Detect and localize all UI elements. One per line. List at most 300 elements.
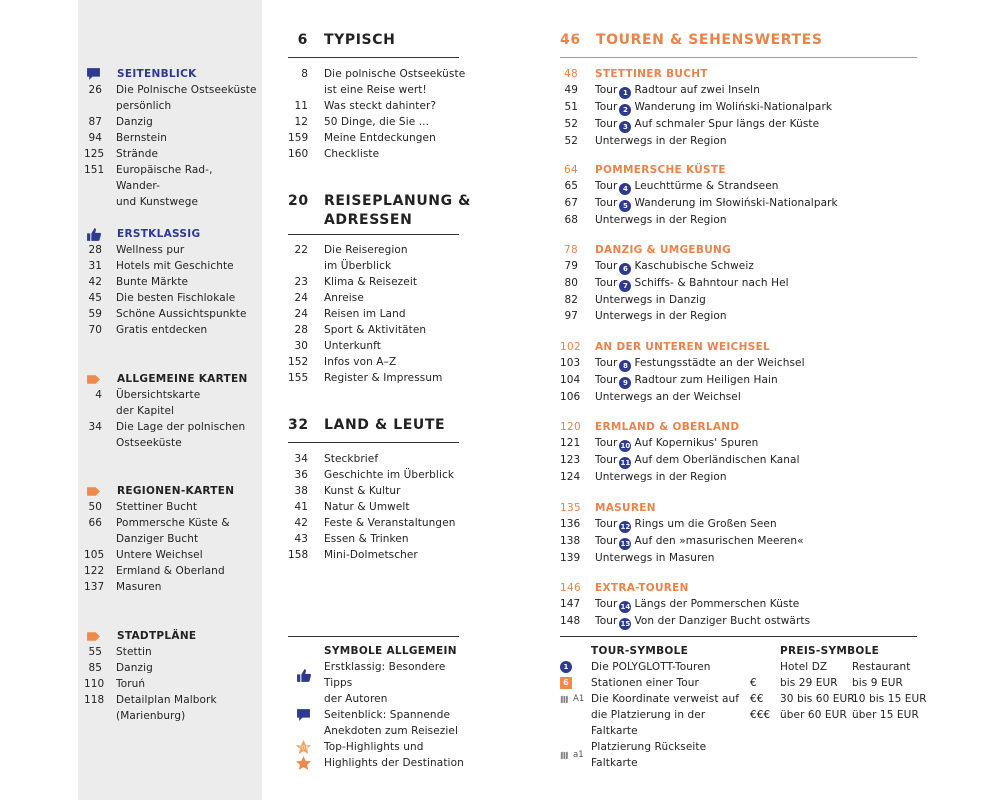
hotel-price: 30 bis 60 EUR xyxy=(780,693,855,705)
page-number: 85 xyxy=(88,662,102,674)
entry-label: Unterkunft xyxy=(324,340,381,352)
toc-entry[interactable] xyxy=(288,370,468,386)
toc-entry[interactable] xyxy=(84,531,259,547)
price-row xyxy=(750,707,920,723)
tour-symbol-line xyxy=(560,675,750,691)
region-section xyxy=(560,419,920,485)
page-number: 43 xyxy=(294,533,308,545)
region-page-number: 146 xyxy=(560,582,581,594)
toc-entry[interactable] xyxy=(560,133,920,149)
page-number: 136 xyxy=(560,518,581,530)
page-number: 52 xyxy=(564,135,578,147)
star-icon xyxy=(296,756,311,771)
chapter-title-line: ADRESSEN xyxy=(324,212,413,228)
toc-entry[interactable] xyxy=(560,116,920,133)
entry-label: Untere Weichsel xyxy=(116,549,203,561)
toc-entry[interactable] xyxy=(560,178,920,195)
legend-rule xyxy=(560,636,917,637)
entry-label xyxy=(595,258,754,275)
toc-entry[interactable] xyxy=(84,435,259,451)
entry-label: Steckbrief xyxy=(324,453,379,465)
region-header[interactable] xyxy=(560,242,920,258)
toc-entry[interactable] xyxy=(288,322,468,338)
tour-title: Kaschubische Schweiz xyxy=(634,260,754,272)
section-title: REGIONEN-KARTEN xyxy=(117,485,235,497)
page-number xyxy=(84,403,102,419)
page-number: 26 xyxy=(88,84,102,96)
chapter-title xyxy=(324,192,471,230)
tour-word: Tour xyxy=(595,84,618,96)
page-number: 152 xyxy=(288,356,309,368)
tour-word: Tour xyxy=(595,518,618,530)
tour-number-badge: 1 xyxy=(619,87,631,99)
toc-entry[interactable] xyxy=(288,66,468,82)
entry-label: Die Polnische Ostseeküste xyxy=(116,84,257,96)
toc-entry[interactable] xyxy=(288,290,468,306)
entry-text: Unterwegs in der Region xyxy=(595,135,727,147)
tour-title: Von der Danziger Bucht ostwärts xyxy=(634,615,811,627)
page-number: 123 xyxy=(560,454,581,466)
toc-entry[interactable] xyxy=(560,275,920,292)
speech-bubble-icon xyxy=(296,708,311,723)
tour-symbol-line xyxy=(560,691,750,707)
region-title: AN DER UNTEREN WEICHSEL xyxy=(595,341,771,353)
toc-entry[interactable] xyxy=(560,469,920,485)
symbol-legend-line xyxy=(288,755,468,771)
toc-entry[interactable] xyxy=(288,354,468,370)
tour-symbols-legend xyxy=(560,643,750,771)
chapter-number: 46 xyxy=(560,32,581,48)
entry-label: Pommersche Küste & xyxy=(116,517,230,529)
entry-label: Gratis entdecken xyxy=(116,324,208,336)
toc-entry[interactable] xyxy=(84,547,259,563)
toc-entry[interactable] xyxy=(84,676,259,692)
page-number: 87 xyxy=(88,116,102,128)
toc-entry[interactable] xyxy=(84,98,259,114)
entry-label xyxy=(595,550,714,566)
entry-label xyxy=(595,613,810,630)
toc-entry[interactable] xyxy=(84,290,259,306)
region-header[interactable] xyxy=(560,339,920,355)
entry-label: Übersichtskarte xyxy=(116,389,201,401)
tour-number-badge: 2 xyxy=(619,104,631,116)
toc-entry[interactable] xyxy=(84,114,259,130)
entry-label: Europäische Rad-, Wander- xyxy=(116,164,213,192)
toc-entry[interactable] xyxy=(560,452,920,469)
tour-number-badge: 14 xyxy=(620,603,631,611)
tour-word: Tour xyxy=(595,357,618,369)
svg-text:TOP: TOP xyxy=(298,746,309,752)
toc-entry[interactable] xyxy=(84,515,259,531)
region-page-number: 48 xyxy=(564,68,578,80)
page-number: 139 xyxy=(560,552,581,564)
region-header[interactable] xyxy=(560,419,920,435)
entry-label: Essen & Trinken xyxy=(324,533,409,545)
page-number: 148 xyxy=(560,615,581,627)
toc-entry[interactable] xyxy=(84,82,259,98)
page-number: 59 xyxy=(88,308,102,320)
tour-symbol-description: Stationen einer Tour xyxy=(591,677,699,689)
toc-entry[interactable] xyxy=(560,258,920,275)
restaurant-price: über 15 EUR xyxy=(852,709,919,721)
toc-entry[interactable] xyxy=(560,389,920,405)
tour-word: Tour xyxy=(595,598,618,610)
toc-entry[interactable] xyxy=(288,146,468,162)
page-number: 137 xyxy=(84,581,105,593)
region-title: STETTINER BUCHT xyxy=(595,68,708,80)
sidebar-section xyxy=(84,371,259,451)
toc-entry[interactable] xyxy=(288,114,468,130)
chapter-entries xyxy=(288,66,468,162)
tour-title: Auf den »masurischen Meeren« xyxy=(634,535,804,547)
region-page-number: 64 xyxy=(564,164,578,176)
toc-entry[interactable] xyxy=(560,99,920,116)
sidebar-section xyxy=(84,628,259,724)
sidebar-section-header[interactable] xyxy=(84,66,259,82)
region-section xyxy=(560,339,920,405)
tour-number-badge: 3 xyxy=(619,121,631,133)
tour-number-badge: 5 xyxy=(619,200,631,212)
toc-entry[interactable] xyxy=(84,403,259,419)
page-number xyxy=(84,98,102,114)
page-number: 31 xyxy=(88,260,102,272)
toc-entry[interactable] xyxy=(288,499,468,515)
toc-entry[interactable] xyxy=(84,146,259,162)
toc-entry[interactable] xyxy=(288,258,468,274)
entry-label xyxy=(595,372,778,389)
tour-word: Tour xyxy=(595,197,618,209)
toc-entry[interactable] xyxy=(288,547,468,563)
sidebar-section-header[interactable] xyxy=(84,483,259,499)
toc-entry[interactable] xyxy=(84,322,259,338)
toc-entry[interactable] xyxy=(288,274,468,290)
page-number: 80 xyxy=(564,277,578,289)
region-header[interactable] xyxy=(560,500,920,516)
region-section xyxy=(560,162,920,228)
entry-label: im Überblick xyxy=(324,260,392,272)
page-number: 158 xyxy=(288,549,309,561)
symbol-description: Top-Highlights und xyxy=(324,741,424,753)
page-number: 118 xyxy=(84,694,105,706)
hotel-price: über 60 EUR xyxy=(780,709,847,721)
entry-label xyxy=(595,178,779,195)
entry-label: Natur & Umwelt xyxy=(324,501,410,513)
toc-entry[interactable] xyxy=(84,130,259,146)
page-number: 105 xyxy=(84,549,105,561)
sidebar-section-header[interactable] xyxy=(84,226,259,242)
region-header[interactable] xyxy=(560,66,920,82)
symbol-description: Anekdoten zum Reiseziel xyxy=(324,725,459,737)
entry-label: Ermland & Oberland xyxy=(116,565,225,577)
entry-label: Kunst & Kultur xyxy=(324,485,401,497)
entry-label: Checkliste xyxy=(324,148,380,160)
page-number: 50 xyxy=(88,501,102,513)
tour-title: Rings um die Großen Seen xyxy=(634,518,777,530)
tour-symbols-title: TOUR-SYMBOLE xyxy=(591,645,689,657)
map-coordinate-symbol: a1 xyxy=(573,750,584,760)
entry-text: Unterwegs in Masuren xyxy=(595,552,715,564)
entry-label: Detailplan Malbork xyxy=(116,694,217,706)
chapter-header[interactable] xyxy=(288,416,445,435)
entry-label: Ostseeküste xyxy=(116,437,182,449)
restaurant-price: bis 9 EUR xyxy=(852,677,903,689)
entry-label xyxy=(595,275,789,292)
page-number: 23 xyxy=(294,276,308,288)
region-section xyxy=(560,500,920,566)
entry-label xyxy=(595,99,832,116)
toc-entry[interactable] xyxy=(84,162,259,194)
toc-entry[interactable] xyxy=(560,82,920,99)
toc-entry[interactable] xyxy=(84,692,259,708)
toc-entry[interactable] xyxy=(288,82,468,98)
page-number: 66 xyxy=(88,517,102,529)
entry-label: Sport & Aktivitäten xyxy=(324,324,427,336)
tour-symbol-description: die Platzierung in der Faltkarte xyxy=(591,709,706,737)
toc-entry[interactable] xyxy=(560,195,920,212)
tour-word: Tour xyxy=(595,180,618,192)
entry-label: und Kunstwege xyxy=(116,196,199,208)
chapter-title: TOUREN & SEHENSWERTES xyxy=(596,32,823,48)
price-category xyxy=(750,659,780,675)
entry-label: (Marienburg) xyxy=(116,710,186,722)
map-tag-icon xyxy=(86,372,101,387)
page-number: 79 xyxy=(564,260,578,272)
price-category: €€ xyxy=(750,693,764,705)
entry-label: Danzig xyxy=(116,116,153,128)
toc-entry[interactable] xyxy=(560,596,920,613)
price-category: €€€ xyxy=(750,709,771,721)
page-number xyxy=(288,258,308,274)
region-title: EXTRA-TOUREN xyxy=(595,582,689,594)
tour-title: Leuchttürme & Strandseen xyxy=(634,180,779,192)
page-number: 82 xyxy=(564,294,578,306)
toc-entry[interactable] xyxy=(288,306,468,322)
sidebar-section-header[interactable] xyxy=(84,628,259,644)
toc-entry[interactable] xyxy=(288,515,468,531)
tour-symbol-description: Platzierung Rückseite Faltkarte xyxy=(591,741,707,769)
toc-entry[interactable] xyxy=(84,579,259,595)
toc-entry[interactable] xyxy=(560,435,920,452)
page-number: 70 xyxy=(88,324,102,336)
page-number: 124 xyxy=(560,471,581,483)
folded-map-icon xyxy=(560,694,571,705)
toc-entry[interactable] xyxy=(288,483,468,499)
toc-entry[interactable] xyxy=(560,212,920,228)
tour-title: Wanderung im Woliński-Nationalpark xyxy=(634,101,833,113)
page-number: 28 xyxy=(294,324,308,336)
tour-title: Radtour zum Heiligen Hain xyxy=(634,374,778,386)
toc-entry[interactable] xyxy=(560,516,920,533)
chapter-header[interactable] xyxy=(288,31,395,50)
speech-bubble-icon xyxy=(86,67,101,82)
page-number: 110 xyxy=(84,678,105,690)
toc-entry[interactable] xyxy=(560,355,920,372)
page-number: 103 xyxy=(560,357,581,369)
price-row xyxy=(750,691,927,707)
page-number xyxy=(84,194,102,210)
entry-label xyxy=(595,292,706,308)
toc-entry[interactable] xyxy=(84,274,259,290)
entry-label xyxy=(595,452,800,469)
restaurant-price: Restaurant xyxy=(852,661,911,673)
toc-entry[interactable] xyxy=(560,308,920,324)
page-number xyxy=(84,531,102,547)
toc-entry[interactable] xyxy=(288,451,468,467)
page-number: 159 xyxy=(288,132,309,144)
toc-entry[interactable] xyxy=(560,372,920,389)
chapter-rule xyxy=(288,442,459,443)
toc-entry[interactable] xyxy=(288,242,468,258)
entry-label: Bernstein xyxy=(116,132,167,144)
toc-entry[interactable] xyxy=(84,306,259,322)
chapter-number: 32 xyxy=(288,417,309,433)
page-number: 94 xyxy=(88,132,102,144)
entry-text: Unterwegs in der Region xyxy=(595,471,727,483)
symbol-legend-line xyxy=(288,659,468,691)
entry-label: Wellness pur xyxy=(116,244,185,256)
page-number: 67 xyxy=(564,197,578,209)
entry-label: der Kapitel xyxy=(116,405,175,417)
entry-label: Feste & Veranstaltungen xyxy=(324,517,456,529)
map-tag-icon xyxy=(86,629,101,644)
symbol-legend-line xyxy=(288,739,468,755)
symbol-description: Erstklassig: Besondere Tipps xyxy=(324,661,446,689)
sidebar-section xyxy=(84,66,259,210)
toc-entry[interactable] xyxy=(288,98,468,114)
page-number: 147 xyxy=(560,598,581,610)
toc-entry[interactable] xyxy=(84,563,259,579)
tour-title: Radtour auf zwei Inseln xyxy=(634,84,760,96)
tour-title: Festungsstädte an der Weichsel xyxy=(634,357,805,369)
tour-word: Tour xyxy=(595,118,618,130)
entry-label: Strände xyxy=(116,148,159,160)
sidebar-section-header[interactable] xyxy=(84,371,259,387)
toc-entry[interactable] xyxy=(84,499,259,515)
tour-title: Auf schmaler Spur längs der Küste xyxy=(634,118,820,130)
page-number: 24 xyxy=(294,292,308,304)
tour-number-badge: 8 xyxy=(619,360,631,372)
page-number: 122 xyxy=(84,565,105,577)
page-number: 41 xyxy=(294,501,308,513)
page-number: 36 xyxy=(294,469,308,481)
page-number: 42 xyxy=(88,276,102,288)
tour-word: Tour xyxy=(595,260,618,272)
entry-label: Register & Impressum xyxy=(324,372,443,384)
page-number: 51 xyxy=(564,101,578,113)
tour-word: Tour xyxy=(595,437,618,449)
toc-entry[interactable] xyxy=(560,613,920,630)
chapter-header[interactable] xyxy=(288,192,471,230)
page-number: 34 xyxy=(294,453,308,465)
toc-entry[interactable] xyxy=(288,338,468,354)
entry-text: Unterwegs in Danzig xyxy=(595,294,706,306)
tour-number-badge: 4 xyxy=(619,183,631,195)
section-title: ALLGEMEINE KARTEN xyxy=(117,373,248,385)
toc-entry[interactable] xyxy=(84,258,259,274)
chapter-header[interactable] xyxy=(560,31,823,50)
entry-label: Toruń xyxy=(116,678,146,690)
chapter-number: 20 xyxy=(288,193,309,209)
entry-label: Bunte Märkte xyxy=(116,276,189,288)
price-symbols-legend xyxy=(750,643,927,723)
restaurant-price: 10 bis 15 EUR xyxy=(852,693,927,705)
tour-symbol-line xyxy=(560,659,750,675)
entry-label: Schöne Aussichtspunkte xyxy=(116,308,247,320)
tour-number-badge: 15 xyxy=(620,620,631,628)
entry-label: Danzig xyxy=(116,662,153,674)
toc-entry[interactable] xyxy=(84,708,259,724)
tour-circle-symbol: 1 xyxy=(560,661,572,673)
sidebar-section xyxy=(84,226,259,338)
section-title: SEITENBLICK xyxy=(117,68,197,80)
page-number: 42 xyxy=(294,517,308,529)
tour-title: Wanderung im Słowiński-Nationalpark xyxy=(634,197,838,209)
toc-entry[interactable] xyxy=(288,531,468,547)
tour-symbol-description: Die POLYGLOTT-Touren xyxy=(591,661,711,673)
symbol-legend-line xyxy=(288,723,468,739)
toc-entry[interactable] xyxy=(560,550,920,566)
price-row xyxy=(750,675,920,691)
folded-map-icon xyxy=(560,750,571,761)
symbol-description: Seitenblick: Spannende xyxy=(324,709,451,721)
toc-entry[interactable] xyxy=(84,194,259,210)
entry-text: Unterwegs in der Region xyxy=(595,310,727,322)
toc-entry[interactable] xyxy=(84,387,259,403)
region-header[interactable] xyxy=(560,580,920,596)
tour-number-badge: 6 xyxy=(619,263,631,275)
symbol-legend-line xyxy=(288,707,468,723)
entry-label: Mini-Dolmetscher xyxy=(324,549,418,561)
page-number: 155 xyxy=(288,372,309,384)
region-header[interactable] xyxy=(560,162,920,178)
entry-label: Was steckt dahinter? xyxy=(324,100,437,112)
symbols-rule xyxy=(288,636,459,637)
page-number: 4 xyxy=(95,389,102,401)
page-number: 125 xyxy=(84,148,105,160)
page-number: 52 xyxy=(564,118,578,130)
toc-entry[interactable] xyxy=(560,292,920,308)
entry-label: Die Lage der polnischen xyxy=(116,421,246,433)
chapter-title-line: LAND & LEUTE xyxy=(324,417,446,433)
toc-entry[interactable] xyxy=(288,467,468,483)
toc-entry[interactable] xyxy=(84,242,259,258)
entry-label xyxy=(595,212,727,228)
page-number: 38 xyxy=(294,485,308,497)
page-number xyxy=(288,82,308,98)
region-section xyxy=(560,66,920,149)
toc-entry[interactable] xyxy=(84,419,259,435)
toc-entry[interactable] xyxy=(560,533,920,550)
page-number: 24 xyxy=(294,308,308,320)
map-tag-icon xyxy=(86,484,101,499)
symbols-legend xyxy=(288,643,468,771)
page-number: 160 xyxy=(288,148,309,160)
page-number: 121 xyxy=(560,437,581,449)
chapter-rule xyxy=(560,57,917,58)
entry-label: ist eine Reise wert! xyxy=(324,84,427,96)
chapter-rule xyxy=(288,57,459,58)
tour-title: Schiffs- & Bahntour nach Hel xyxy=(634,277,789,289)
toc-entry[interactable] xyxy=(84,660,259,676)
tour-symbol-line xyxy=(560,739,750,771)
page-number: 22 xyxy=(294,244,308,256)
page-number: 12 xyxy=(294,116,308,128)
toc-entry[interactable] xyxy=(288,130,468,146)
entry-label: Stettiner Bucht xyxy=(116,501,198,513)
toc-entry[interactable] xyxy=(84,644,259,660)
entry-label xyxy=(595,195,838,212)
page-number: 65 xyxy=(564,180,578,192)
